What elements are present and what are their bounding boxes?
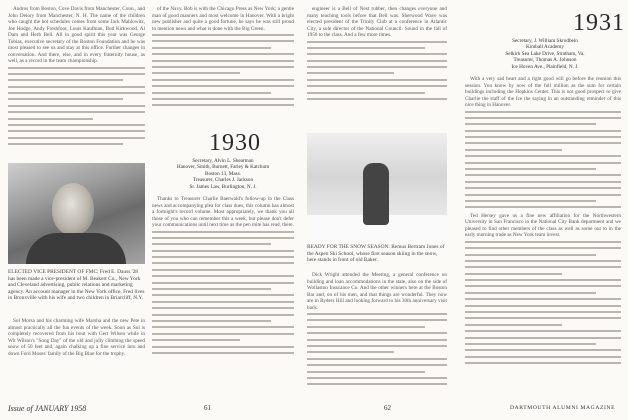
class-year-1930: 1930 <box>209 130 261 156</box>
snow-photo-caption: READY FOR THE SNOW SEASON: Remus Bertram Jones of the Aspen Ski School, whose first season skiing in the snow, here stands in front of old Baker. <box>307 244 445 263</box>
class-1931-officers <box>470 38 620 70</box>
column-2-bottom <box>152 196 294 400</box>
col2-bottom-text: Thanks to Treasurer Charlie Baerwald's follow-up in the Class news and accompanying plea for class dues, this column has almost a fortnight's record volume. Most appropriately, we thank you all those of you who can remember this a week, but please don't defer your communications until next time as the pen mite has read, there. <box>152 196 294 228</box>
col4-bottom-text: Ted Hersey gave us a fine new affiliation for the Northwestern University in San Francisco in the National City Bank department and we pleased to find other members of the class as well as some out to in the early morning trade as New York team invest. <box>465 212 621 239</box>
column-2-top <box>152 6 294 124</box>
issue-footer: Issue of JANUARY 1958 <box>8 404 87 413</box>
magazine-footer: DARTMOUTH ALUMNI MAGAZINE <box>510 405 616 411</box>
snow-photo <box>307 133 447 241</box>
portrait-caption: ELECTED VICE PRESIDENT OF FMC: Fred E. Dauss '28 has been made a vice-president of M. Beakert Co., New York and Cleveland advertising, public relations and marketing agency. An account manager in the New York office, Fred lives in Bronxville with his wife and two children in Briarcliff, N.Y. <box>8 269 145 301</box>
col1-top-text: Andros from Boston, Cove Davis from Manchester, Conn., and John Delory from Manchester, N. H. The name of the children who caught the hot schedules comes from some Jack Mahlowitz, Joe Hodge, Andy Freshfoot, Louis Kaufman, Bud Kirkwood, Al Dam and Herb Bell. All in good spirit this year was George Tobias, executive secretary of the Boston Foundation and he was most pleased to see us and stay at this office. Further changes in conversation. And there, else, and in every fraternity house, as well, as a record in the team championship. <box>8 6 145 64</box>
officer-line: Hanover, Smith, Burnett, Farley & Katchum <box>176 164 270 171</box>
col1-text-lines <box>8 67 145 146</box>
col1-bottom-text: Sol Morsa and his charming wife Marsha and the new Pete in almost practically all the fun events of the week. Soon as Sol is completely recovered from his bout with Gert Wilson while in Wit Wilson's "Song Day" of the old and jolly climbing the speed snow of 50 feet and, again chalking up a fine service into and down Ford Moses' family of the Big Blue for the trophy. <box>8 318 145 357</box>
col2-text-lines <box>152 34 294 106</box>
column-3-bottom <box>307 272 447 400</box>
col4-top-text: With a very sad heart and a right good will go before the reunion this session. You know by now of the full million as the sum for certain buildings including the Hopkins Center. This is not good prospect to give Charlie the staff of the Ice the saying in an outstanding reminder of this nice thing in Hanover. <box>465 76 621 108</box>
col3-bottom-lines <box>307 313 447 385</box>
officer-line: Boston 13, Mass. <box>204 170 242 177</box>
col4-text-lines <box>465 111 621 209</box>
portrait-photo <box>8 163 145 264</box>
officer-line: Secretary, Alvin L. Shearman <box>192 158 254 164</box>
col3-text-lines <box>307 41 447 101</box>
column-3-top <box>307 6 447 128</box>
officer-line: Kimball Academy <box>526 44 564 51</box>
officer-line: Selkirk Sea Lake Drive, Stratham, Va. <box>505 50 585 57</box>
class-year-1931: 1931 <box>573 10 625 36</box>
column-1-bottom <box>8 318 145 400</box>
page-number-left: 61 <box>204 404 211 412</box>
col2-bottom-lines <box>152 231 294 354</box>
officer-line: Ice Hoven Ave., Plainfield, N. J. <box>511 63 579 70</box>
col3-top-text: engineer is a Bell of Nest rubber, then changes everyone and many teaching tools before that Bell was. Sherwood Wave was elected president of the Trinity Club at a conference in Atlantic City, a sole director of the National Council. Sound in the fall of 1956 to the class. And a few more times. <box>307 6 447 38</box>
officer-line: Treasurer, Thomas A. Johnson <box>513 57 577 64</box>
officer-line: Secretary, J. William Skrodbein <box>512 38 578 44</box>
col2-top-text: of the Navy. Bob is with the Chicago Press as New York; a gentle man of good manners and most welcome in Hanover. With a bright new publisher and quite a good fortune, he says he was still proud to mention news and what is done with the Big Green. <box>152 6 294 32</box>
class-1930-officers <box>152 158 294 190</box>
officer-line: Treasurer, Charles J. Jackson <box>192 177 254 184</box>
col4-bottom-lines <box>465 241 621 364</box>
col3-bottom-text: Dick Wright attended the Meeting, a general conference on building and loan accommodations in the state, also on the side of Wollaston Insurance Co. And the other winners here at the Boston Bar and, on of his men, and that things are wonderful. They now are in Ryders Hill and looking forward to his 30th anniversary visit back. <box>307 272 447 311</box>
column-4-body <box>465 76 621 400</box>
officer-line: Sr. James Law, Burlington, N. J. <box>189 183 257 190</box>
page-number-right: 62 <box>384 404 391 412</box>
